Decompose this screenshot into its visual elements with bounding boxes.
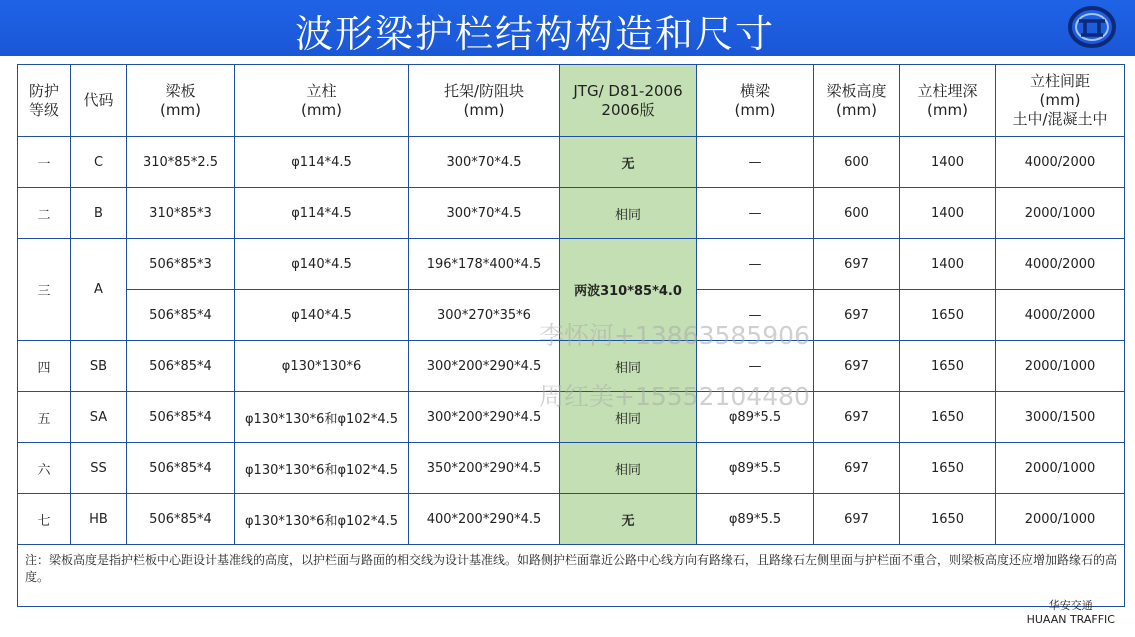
code-cell: SS bbox=[71, 443, 127, 494]
column-header: JTG/ D81-2006 2006版 bbox=[560, 65, 697, 137]
level-cell: 三 bbox=[18, 239, 71, 341]
post-spacing-cell: 4000/2000 bbox=[996, 137, 1125, 188]
spec-table bbox=[17, 64, 1125, 545]
bracket-cell: 300*70*4.5 bbox=[409, 188, 560, 239]
beam-height-cell: 600 bbox=[814, 137, 900, 188]
post-spacing-cell: 2000/1000 bbox=[996, 443, 1125, 494]
post-depth-cell: 1650 bbox=[900, 290, 996, 341]
code-cell: B bbox=[71, 188, 127, 239]
standard-cell: 相同 bbox=[560, 392, 697, 443]
column-header: 立柱埋深 (mm) bbox=[900, 65, 996, 137]
title-bar bbox=[0, 0, 1135, 56]
code-cell: A bbox=[71, 239, 127, 341]
standard-cell: 无 bbox=[560, 137, 697, 188]
beam-cell: 310*85*2.5 bbox=[127, 137, 235, 188]
standard-cell: 两波310*85*4.0 bbox=[560, 239, 697, 341]
column-header: 防护 等级 bbox=[18, 65, 71, 137]
beam-cell: 506*85*3 bbox=[127, 239, 235, 290]
crossbeam-cell: φ89*5.5 bbox=[697, 392, 814, 443]
beam-cell: 310*85*3 bbox=[127, 188, 235, 239]
column-header: 代码 bbox=[71, 65, 127, 137]
crossbeam-cell: — bbox=[697, 137, 814, 188]
standard-cell: 相同 bbox=[560, 341, 697, 392]
table-row bbox=[18, 239, 1125, 290]
level-cell: 二 bbox=[18, 188, 71, 239]
column-header: 立柱 (mm) bbox=[235, 65, 409, 137]
beam-cell: 506*85*4 bbox=[127, 341, 235, 392]
beam-cell: 506*85*4 bbox=[127, 392, 235, 443]
post-spacing-cell: 4000/2000 bbox=[996, 290, 1125, 341]
column-header: 梁板 (mm) bbox=[127, 65, 235, 137]
post-depth-cell: 1400 bbox=[900, 188, 996, 239]
level-cell: 六 bbox=[18, 443, 71, 494]
post-spacing-cell: 2000/1000 bbox=[996, 341, 1125, 392]
table-header-row bbox=[18, 65, 1125, 137]
beam-height-cell: 697 bbox=[814, 392, 900, 443]
post-depth-cell: 1650 bbox=[900, 494, 996, 545]
post-cell: φ130*130*6和φ102*4.5 bbox=[235, 443, 409, 494]
level-cell: 五 bbox=[18, 392, 71, 443]
beam-height-cell: 697 bbox=[814, 239, 900, 290]
bracket-cell: 196*178*400*4.5 bbox=[409, 239, 560, 290]
beam-cell: 506*85*4 bbox=[127, 290, 235, 341]
beam-cell: 506*85*4 bbox=[127, 494, 235, 545]
code-cell: SA bbox=[71, 392, 127, 443]
bracket-cell: 300*200*290*4.5 bbox=[409, 392, 560, 443]
bracket-cell: 300*200*290*4.5 bbox=[409, 341, 560, 392]
column-header: 梁板高度 (mm) bbox=[814, 65, 900, 137]
watermark-2: 周红美+15552104480 bbox=[539, 382, 810, 411]
post-depth-cell: 1650 bbox=[900, 443, 996, 494]
table-row bbox=[18, 188, 1125, 239]
code-cell: HB bbox=[71, 494, 127, 545]
post-depth-cell: 1400 bbox=[900, 239, 996, 290]
company-name bbox=[1027, 599, 1115, 627]
column-header: 立柱间距 (mm) 土中/混凝土中 bbox=[996, 65, 1125, 137]
crossbeam-cell: — bbox=[697, 290, 814, 341]
crossbeam-cell: — bbox=[697, 188, 814, 239]
crossbeam-cell: φ89*5.5 bbox=[697, 443, 814, 494]
beam-height-cell: 697 bbox=[814, 341, 900, 392]
post-cell: φ140*4.5 bbox=[235, 239, 409, 290]
code-cell: SB bbox=[71, 341, 127, 392]
beam-height-cell: 697 bbox=[814, 290, 900, 341]
standard-cell: 相同 bbox=[560, 188, 697, 239]
company-name-en: HUAAN TRAFFIC bbox=[1026, 613, 1115, 626]
standard-cell: 无 bbox=[560, 494, 697, 545]
post-depth-cell: 1650 bbox=[900, 341, 996, 392]
post-cell: φ114*4.5 bbox=[235, 137, 409, 188]
company-logo-icon bbox=[1067, 5, 1117, 49]
post-cell: φ114*4.5 bbox=[235, 188, 409, 239]
table-row bbox=[18, 443, 1125, 494]
post-cell: φ140*4.5 bbox=[235, 290, 409, 341]
crossbeam-cell: φ89*5.5 bbox=[697, 494, 814, 545]
table-row bbox=[18, 137, 1125, 188]
post-cell: φ130*130*6和φ102*4.5 bbox=[235, 392, 409, 443]
post-spacing-cell: 3000/1500 bbox=[996, 392, 1125, 443]
standard-cell: 相同 bbox=[560, 443, 697, 494]
footnote: 注：梁板高度是指护栏板中心距设计基准线的高度，以护栏面与路面的相交线为设计基准线。如路侧护栏面靠近公路中心线方向有路缘石，且路缘石左侧里面与护栏面不重合，则梁板高度还应增加路缘石的高度。 bbox=[17, 541, 1125, 607]
post-spacing-cell: 2000/1000 bbox=[996, 188, 1125, 239]
bracket-cell: 300*70*4.5 bbox=[409, 137, 560, 188]
post-depth-cell: 1650 bbox=[900, 392, 996, 443]
level-cell: 四 bbox=[18, 341, 71, 392]
table-row bbox=[18, 494, 1125, 545]
company-name-cn: 华安交通 bbox=[1048, 599, 1093, 612]
post-spacing-cell: 2000/1000 bbox=[996, 494, 1125, 545]
code-cell: C bbox=[71, 137, 127, 188]
post-cell: φ130*130*6和φ102*4.5 bbox=[235, 494, 409, 545]
bracket-cell: 300*270*35*6 bbox=[409, 290, 560, 341]
post-depth-cell: 1400 bbox=[900, 137, 996, 188]
column-header: 横梁 (mm) bbox=[697, 65, 814, 137]
crossbeam-cell: — bbox=[697, 239, 814, 290]
page-title: 波形梁护栏结构构造和尺寸 bbox=[294, 12, 775, 56]
beam-height-cell: 697 bbox=[814, 443, 900, 494]
beam-height-cell: 600 bbox=[814, 188, 900, 239]
level-cell: 七 bbox=[18, 494, 71, 545]
watermark-1: 李怀河+13863585906 bbox=[539, 321, 810, 350]
crossbeam-cell: — bbox=[697, 341, 814, 392]
post-spacing-cell: 4000/2000 bbox=[996, 239, 1125, 290]
level-cell: 一 bbox=[18, 137, 71, 188]
beam-height-cell: 697 bbox=[814, 494, 900, 545]
bracket-cell: 350*200*290*4.5 bbox=[409, 443, 560, 494]
post-cell: φ130*130*6 bbox=[235, 341, 409, 392]
bracket-cell: 400*200*290*4.5 bbox=[409, 494, 560, 545]
beam-cell: 506*85*4 bbox=[127, 443, 235, 494]
column-header: 托架/防阻块 (mm) bbox=[409, 65, 560, 137]
